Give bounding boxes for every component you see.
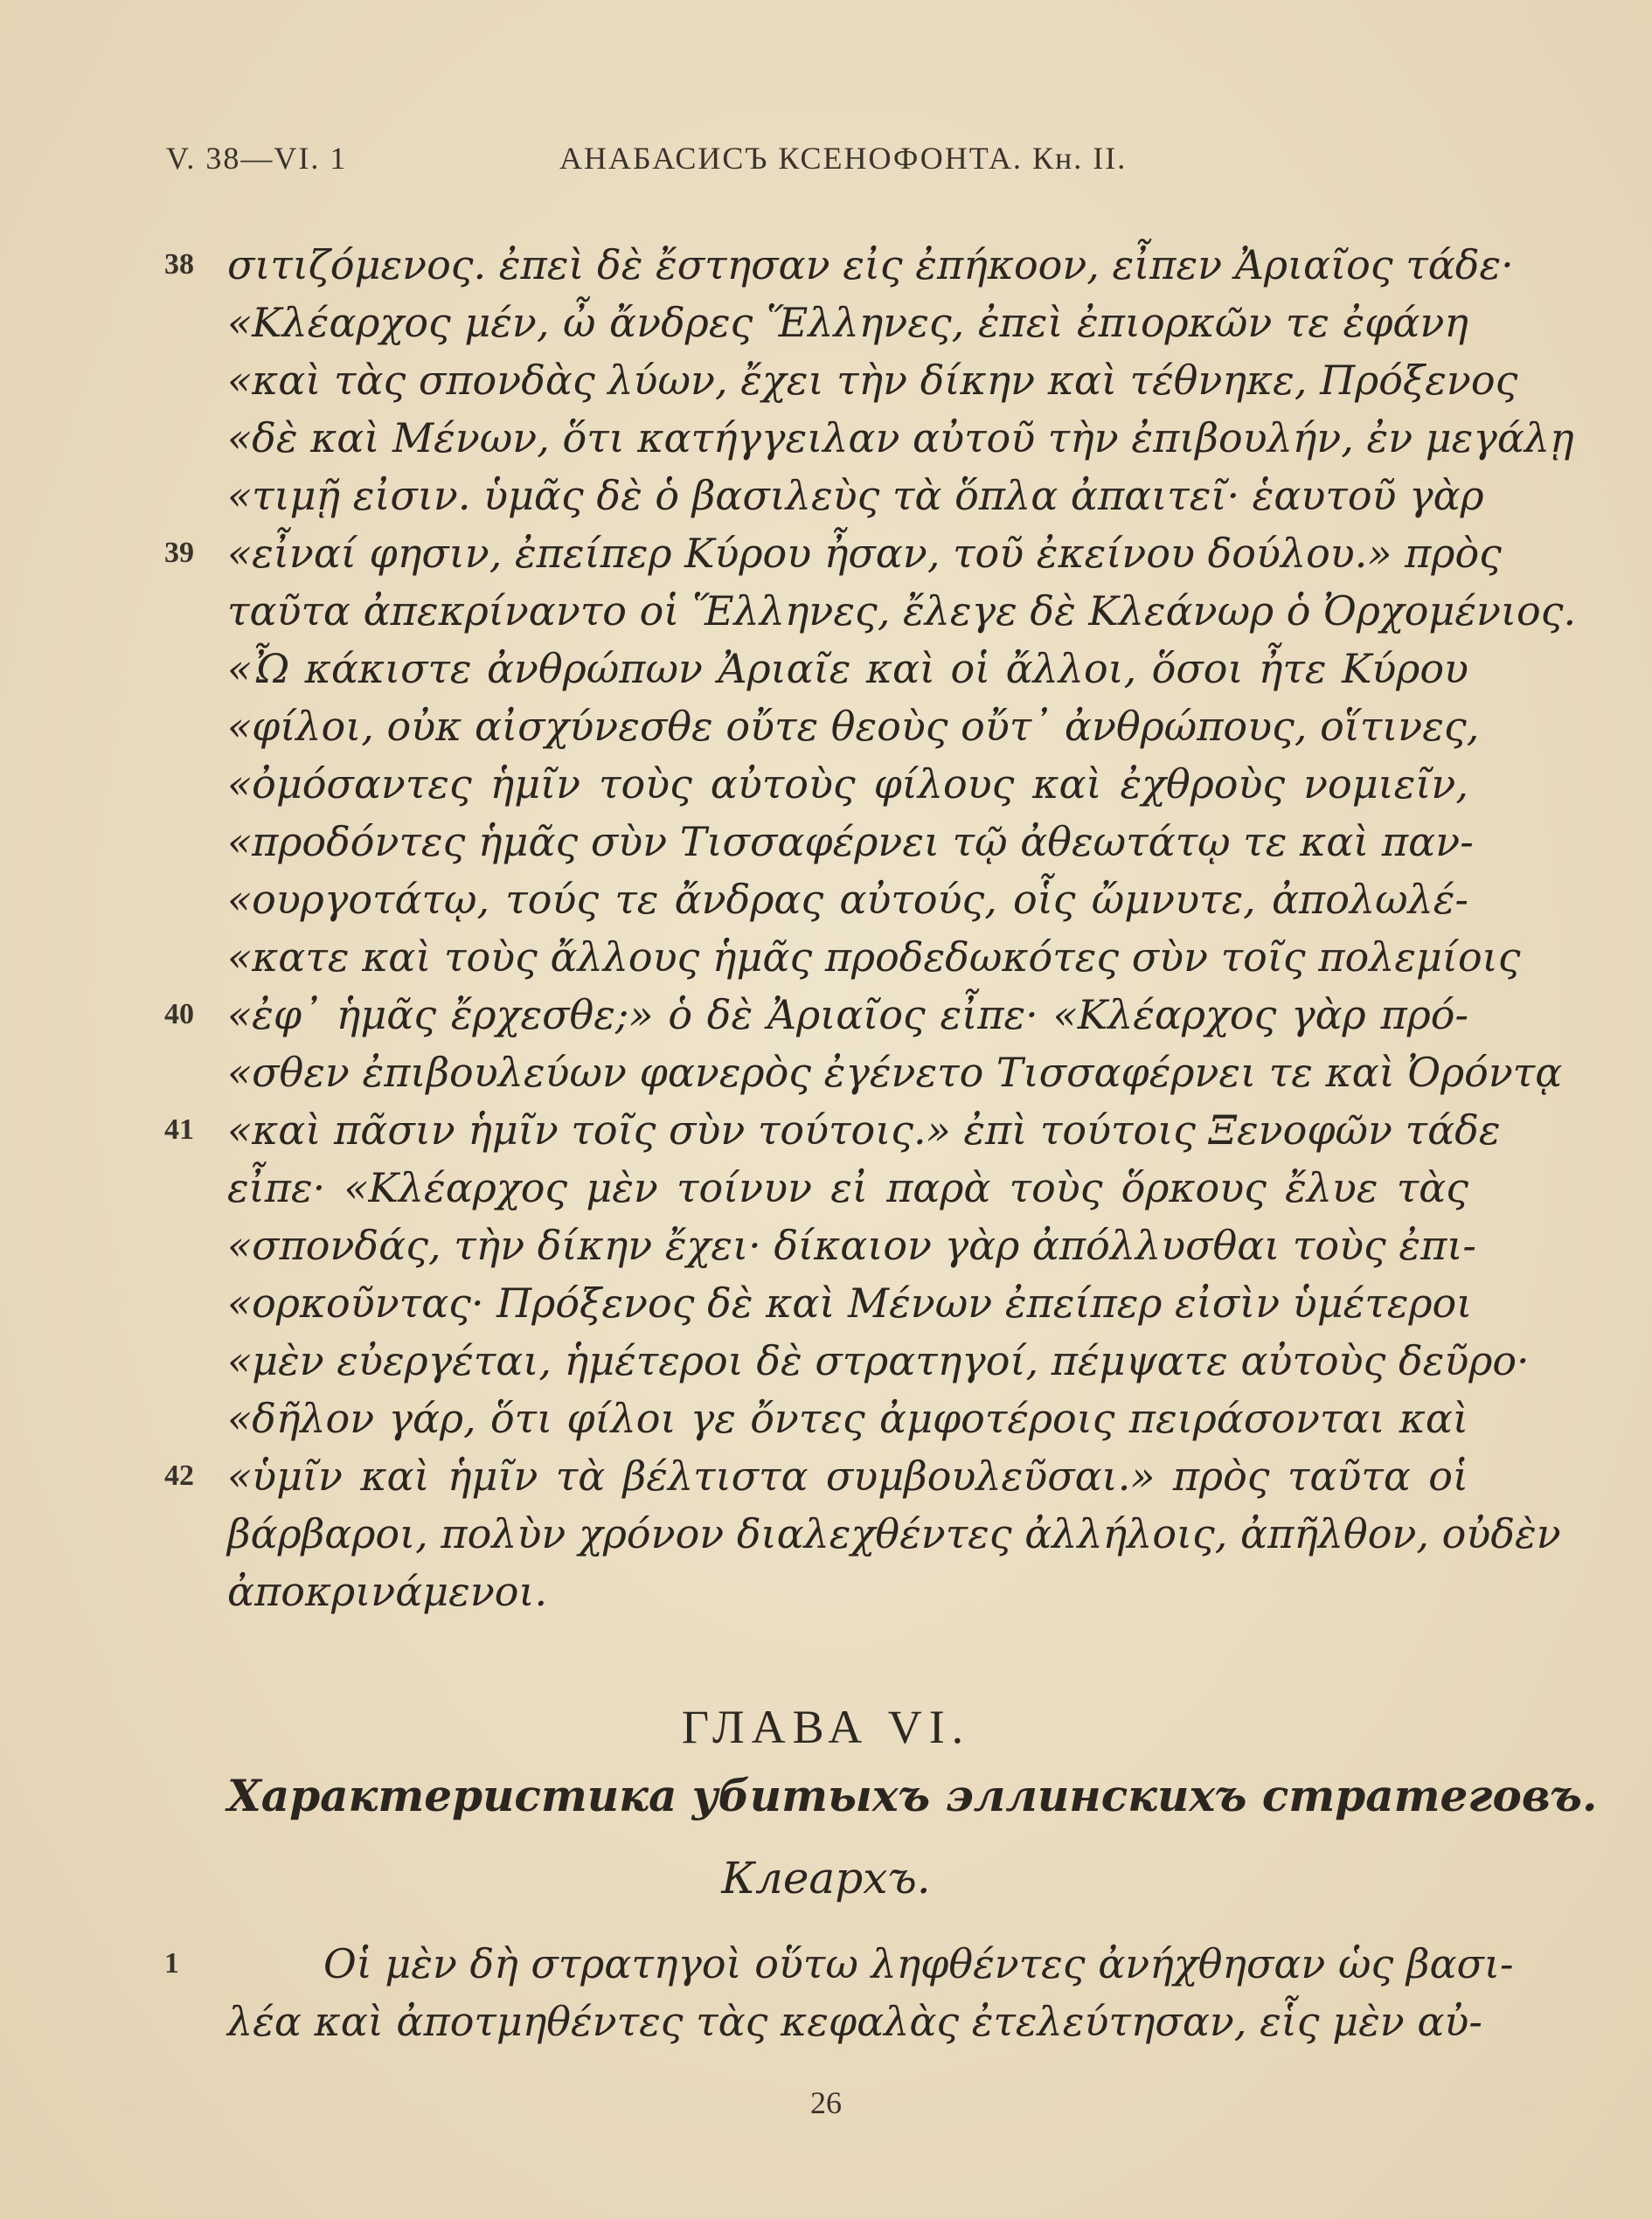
page-number: 26 (810, 2085, 842, 2120)
text-line: «εἶναί φησιν, ἐπείπερ Κύρου ἦσαν, τοῦ ἐκείνου δούλου.» πρὸς (227, 530, 1502, 577)
chapter-heading: ГЛАВА VI. (681, 1701, 971, 1753)
text-line: «ορκοῦντας· Πρόξενος δὲ καὶ Μένων ἐπείπερ εἰσὶν ὑμέτεροι (227, 1279, 1473, 1327)
text-line: «προδόντες ἡμᾶς σὺν Τισσαφέρνει τῷ ἀθεωτάτῳ τε καὶ παν- (227, 818, 1474, 865)
text-line: «καὶ τὰς σπονδὰς λύων, ἔχει τὴν δίκην καὶ τέθνηκε, Πρόξενος (227, 357, 1518, 404)
text-line: «ουργοτάτῳ, τούς τε ἄνδρας αὐτούς, οἷς ὤμνυτε, ἀπολωλέ- (227, 876, 1468, 923)
text-line: «κατε καὶ τοὺς ἄλλους ἡμᾶς προδεδωκότες σὺν τοῖς πολεμίοις (227, 933, 1521, 981)
text-line: «φίλοι, οὐκ αἰσχύνεσθε οὔτε θεοὺς οὔτ᾽ ἀνθρώπους, οἵτινες, (227, 703, 1480, 750)
chapter-subtitle-name: Клеархъ. (721, 1853, 931, 1903)
text-line: «ὑμῖν καὶ ἡμῖν τὰ βέλτιστα συμβουλεῦσαι.» πρὸς ταῦτα οἱ (227, 1453, 1468, 1500)
text-line: Οἱ μὲν δὴ στρατηγοὶ οὕτω ληφθέντες ἀνήχθησαν ὡς βασι- (323, 1940, 1514, 1987)
text-line: «δῆλον γάρ, ὅτι φίλοι γε ὄντες ἀμφοτέροις πειράσονται καὶ (227, 1395, 1468, 1442)
section-number: 42 (164, 1460, 194, 1492)
text-line: «ὀμόσαντες ἡμῖν τοὺς αὐτοὺς φίλους καὶ ἐχθροὺς νομιεῖν, (227, 760, 1468, 808)
text-line: λέα καὶ ἀποτμηθέντες τὰς κεφαλὰς ἐτελεύτησαν, εἷς μὲν αὐ- (227, 1998, 1482, 2045)
header-title: АНАБАСИСЪ КСЕНОФОНТА. Кн. II. (559, 141, 1128, 176)
text-line: εἶπε· «Κλέαρχος μὲν τοίνυν εἰ παρὰ τοὺς ὅρκους ἔλυε τὰς (227, 1164, 1468, 1211)
section-number: 41 (164, 1113, 194, 1146)
chapter-subtitle: Характеристика убитыхъ эллинскихъ стратеговъ. (227, 1770, 1598, 1821)
text-line: σιτιζόμενος. ἐπεὶ δὲ ἔστησαν εἰς ἐπήκοον, εἶπεν Ἀριαῖος τάδε· (227, 241, 1514, 288)
running-header (166, 140, 1250, 184)
text-line: «δὲ καὶ Μένων, ὅτι κατήγγειλαν αὐτοῦ τὴν ἐπιβουλήν, ἐν μεγάλῃ (227, 414, 1574, 461)
section-number: 40 (164, 998, 194, 1030)
text-line: βάρβαροι, πολὺν χρόνον διαλεχθέντες ἀλλήλοις, ἀπῆλθον, οὐδὲν (227, 1510, 1561, 1557)
text-line: «Ὦ κάκιστε ἀνθρώπων Ἀριαῖε καὶ οἱ ἄλλοι, ὅσοι ἦτε Κύρου (227, 645, 1468, 692)
text-line: «Κλέαρχος μέν, ὦ ἄνδρες Ἕλληνες, ἐπεὶ ἐπιορκῶν τε ἐφάνη (227, 299, 1468, 346)
text-line: «τιμῇ εἰσιν. ὑμᾶς δὲ ὁ βασιλεὺς τὰ ὅπλα ἀπαιτεῖ· ἑαυτοῦ γὰρ (227, 472, 1484, 519)
text-line: «μὲν εὐεργέται, ἡμέτεροι δὲ στρατηγοί, πέμψατε αὐτοὺς δεῦρο· (227, 1337, 1530, 1384)
text-line: ἀποκρινάμενοι. (227, 1568, 548, 1615)
text-line: «σθεν ἐπιβουλεύων φανερὸς ἐγένετο Τισσαφέρνει τε καὶ Ὀρόντᾳ (227, 1049, 1563, 1096)
section-number: 1 (164, 1947, 179, 1980)
text-line: ταῦτα ἀπεκρίναντο οἱ Ἕλληνες, ἔλεγε δὲ Κλεάνωρ ὁ Ὀρχομένιος. (227, 587, 1577, 634)
section-number: 39 (164, 537, 194, 569)
text-line: «σπονδάς, τὴν δίκην ἔχει· δίκαιον γὰρ ἀπόλλυσθαι τοὺς ἐπι- (227, 1222, 1476, 1269)
header-section-ref: V. 38—VI. 1 (166, 141, 348, 176)
section-number: 38 (164, 248, 194, 281)
text-line: «ἐφ᾽ ἡμᾶς ἔρχεσθε;» ὁ δὲ Ἀριαῖος εἶπε· «Κλέαρχος γὰρ πρό- (227, 991, 1468, 1038)
text-line: «καὶ πᾶσιν ἡμῖν τοῖς σὺν τούτοις.» ἐπὶ τούτοις Ξενοφῶν τάδε (227, 1106, 1501, 1154)
